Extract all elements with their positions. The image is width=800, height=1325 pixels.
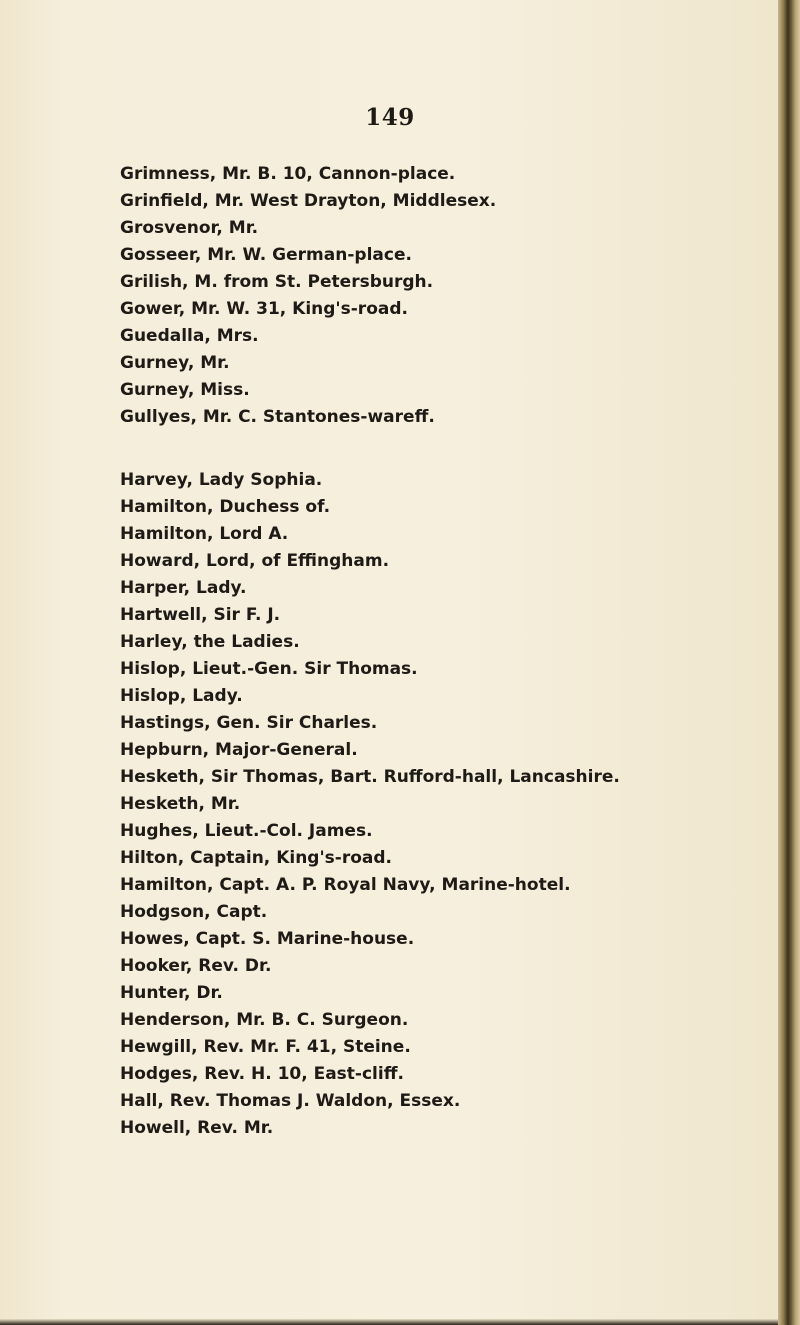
list-item: Hislop, Lady. (120, 686, 243, 706)
list-item: Hodges, Rev. H. 10, East-cliff. (120, 1064, 404, 1084)
list-item: Hughes, Lieut.-Col. James. (120, 821, 373, 841)
list-item: Hunter, Dr. (120, 983, 223, 1003)
list-item: Gurney, Mr. (120, 353, 230, 373)
list-item: Harley, the Ladies. (120, 632, 300, 652)
list-item: Gower, Mr. W. 31, King's-road. (120, 299, 408, 319)
section-divider (120, 431, 770, 467)
list-item: Gosseer, Mr. W. German-place. (120, 245, 412, 265)
list-item: Hartwell, Sir F. J. (120, 605, 281, 625)
page-number: 149 (365, 104, 415, 131)
book-spine (778, 0, 800, 1325)
list-item: Grimness, Mr. B. 10, Cannon-place. (120, 164, 456, 184)
section-g (120, 161, 770, 431)
list-item: Guedalla, Mrs. (120, 326, 259, 346)
list-item: Hepburn, Major-General. (120, 740, 358, 760)
list-item: Hilton, Captain, King's-road. (120, 848, 392, 868)
list-item: Hamilton, Capt. A. P. Royal Navy, Marine-hotel. (120, 875, 571, 895)
list-item: Grosvenor, Mr. (120, 218, 259, 238)
list-item: Hall, Rev. Thomas J. Waldon, Essex. (120, 1091, 461, 1111)
list-item: Harper, Lady. (120, 578, 247, 598)
name-list (120, 161, 770, 1142)
list-item: Gurney, Miss. (120, 380, 250, 400)
list-item: Hamilton, Duchess of. (120, 497, 331, 517)
page-bottom-edge (0, 1319, 780, 1325)
list-item: Hooker, Rev. Dr. (120, 956, 272, 976)
list-item: Hislop, Lieut.-Gen. Sir Thomas. (120, 659, 418, 679)
list-item: Henderson, Mr. B. C. Surgeon. (120, 1010, 409, 1030)
list-item: Harvey, Lady Sophia. (120, 470, 323, 490)
list-item: Howes, Capt. S. Marine-house. (120, 929, 415, 949)
list-item: Hesketh, Sir Thomas, Bart. Rufford-hall, Lancashire. (120, 767, 620, 787)
list-item: Hodgson, Capt. (120, 902, 268, 922)
list-item: Hamilton, Lord A. (120, 524, 289, 544)
list-item: Hastings, Gen. Sir Charles. (120, 713, 378, 733)
list-item: Howell, Rev. Mr. (120, 1118, 274, 1138)
list-item: Gullyes, Mr. C. Stantones-wareff. (120, 407, 435, 427)
list-item: Grinfield, Mr. West Drayton, Middlesex. (120, 191, 497, 211)
list-item: Hesketh, Mr. (120, 794, 241, 814)
section-h (120, 467, 770, 1142)
list-item: Howard, Lord, of Effingham. (120, 551, 390, 571)
list-item: Grilish, M. from St. Petersburgh. (120, 272, 434, 292)
list-item: Hewgill, Rev. Mr. F. 41, Steine. (120, 1037, 411, 1057)
